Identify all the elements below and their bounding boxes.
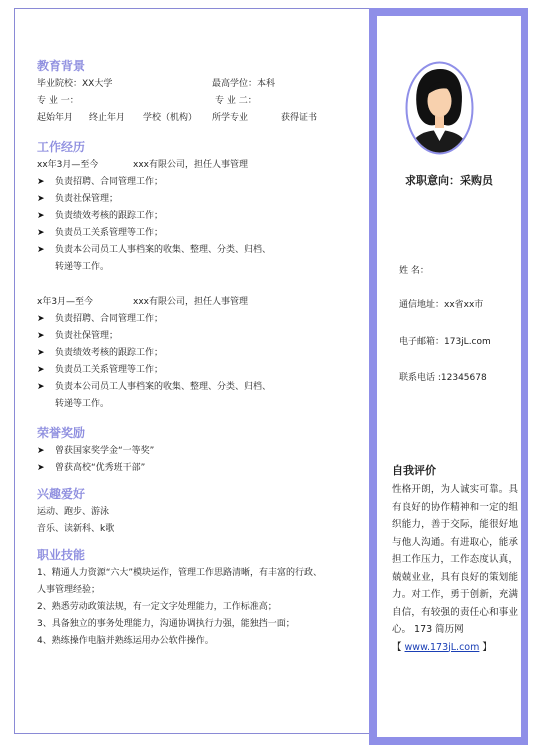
list-item: ➤ 负责员工关系管理等工作； [37,362,367,379]
skill-line: 3、具备独立的事务处理能力，沟通协调执行力强，能独挡一面； [37,619,295,629]
work-title: 工作经历 [37,140,86,154]
list-item: ➤ 负责社保管理； [37,191,367,208]
job-2-company: xxx有限公司，担任人事管理 [133,297,248,307]
phone: 联系电话 :12345678 [399,373,487,383]
list-item: ➤ 负责本公司员工人事档案的收集、整理、分类、归档、 [37,379,367,396]
list-item: ➤ 负责绩效考核的跟踪工作； [37,345,367,362]
hobbies-title: 兴趣爱好 [37,487,86,501]
col-major: 所学专业 [212,113,249,123]
skill-line: 4、熟练操作电脑并熟练运用办公软件操作。 [37,636,214,646]
self-evaluation-text [392,481,518,656]
list-item: ➤ 负责招聘、合同管理工作； [37,174,367,191]
link-bracket-close: 】 [479,641,492,653]
hobby-line: 音乐、读新科、k歌 [37,524,115,534]
school: 毕业院校：XX大学 [37,79,113,89]
skill-line: 1、精通人力资源“六大”模块运作，管理工作思路清晰，有丰富的行政、 [37,568,323,578]
list-item-continuation: 转递等工作。 [55,399,110,409]
address: 通信地址：xx省xx市 [399,300,484,310]
skill-line: 2、熟悉劳动政策法规，有一定文字处理能力，工作标准高； [37,602,277,612]
website-link[interactable]: www.173jL.com [404,641,480,653]
col-certificate: 获得证书 [281,113,318,123]
major-one: 专 业 一： [37,96,79,106]
link-bracket-open: 【 [392,641,405,653]
email: 电子邮箱：173jL.com [399,337,491,347]
education-row-1 [37,76,367,93]
hobby-line: 运动、跑步、游泳 [37,507,110,517]
job-objective: 求职意向：采购员 [405,174,493,187]
degree: 最高学位：本科 [212,79,276,89]
job-1-header [37,157,367,174]
list-item: ➤ 负责社保管理； [37,328,367,345]
job-2-date: x年3月—至今 [37,297,94,307]
education-title: 教育背景 [37,59,86,73]
education-columns [37,110,367,127]
education-row-2 [37,93,367,110]
list-item: ➤ 负责绩效考核的跟踪工作； [37,208,367,225]
major-two: 专 业 二： [215,96,257,106]
job-1-company: xxx有限公司，担任人事管理 [133,160,248,170]
name-label: 姓 名： [399,266,429,276]
main-column [37,56,367,650]
list-item: ➤ 负责员工关系管理等工作； [37,225,367,242]
job-1-date: xx年3月—至今 [37,160,99,170]
col-school: 学校（机构） [143,113,198,123]
self-evaluation-title: 自我评价 [392,464,436,477]
list-item: ➤ 负责招聘、合同管理工作； [37,311,367,328]
skills-title: 职业技能 [37,548,86,562]
list-item: ➤ 曾获国家奖学金“一等奖” [37,443,367,460]
col-end: 终止年月 [89,113,126,123]
list-item-continuation: 转递等工作。 [55,262,110,272]
list-item: ➤ 曾获高校“优秀班干部” [37,460,367,477]
col-start: 起始年月 [37,113,74,123]
self-evaluation-body: 性格开朗，为人诚实可靠。具有良好的协作精神和一定的组织能力，善于交际，能很好地与他人沟通。有进取心，能承担工作压力，工作态度认真，兢兢业业，具有良好的策划能力。对工作，勇于创新，充满自信，有较强的责任心和事业心。 173 简历网 [392,484,518,635]
skill-line: 人事管理经验； [37,585,101,595]
job-2-header [37,294,367,311]
avatar [405,61,474,155]
honors-title: 荣誉奖励 [37,426,86,440]
list-item: ➤ 负责本公司员工人事档案的收集、整理、分类、归档、 [37,242,367,259]
